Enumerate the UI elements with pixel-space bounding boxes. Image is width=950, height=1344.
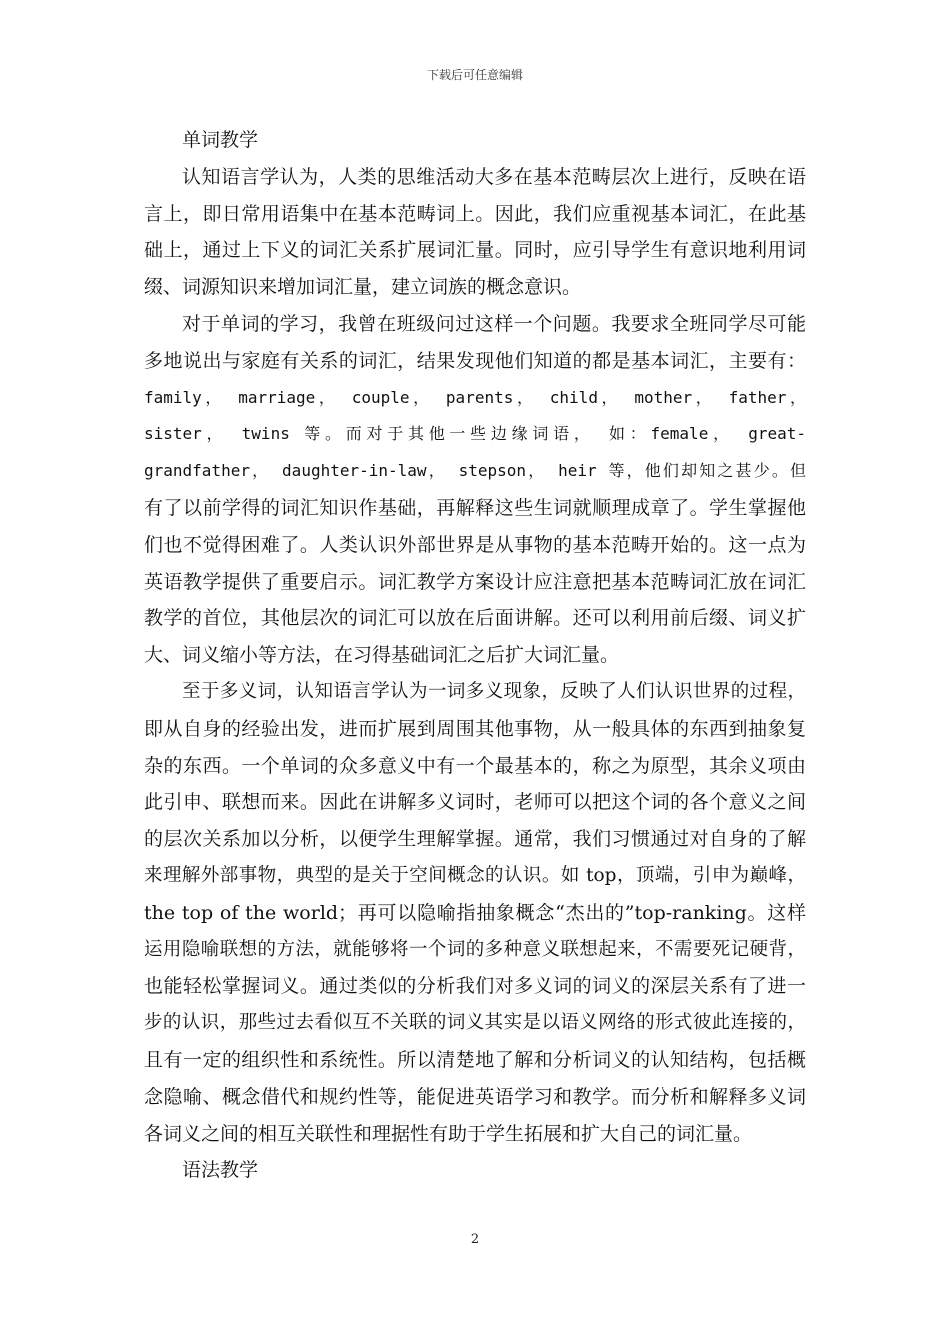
- text-line: 运用隐喻联想的方法，就能够将一个词的多种意义联想起来，不需要死记硬背，: [144, 938, 806, 960]
- page-header: 下载后可任意编辑: [426, 68, 523, 82]
- text-line: 步的认识，那些过去看似互不关联的词义其实是以语义网络的形式彼此连接的，: [144, 1012, 806, 1034]
- text-line: 言上，即日常用语集中在基本范畴词上。因此，我们应重视基本词汇，在此基: [144, 202, 806, 225]
- text-line: 念隐喻、概念借代和规约性等，能促进英语学习和教学。而分析和解释多义词: [144, 1085, 806, 1108]
- paragraph: [144, 159, 806, 306]
- text-line: 各词义之间的相互关联性和理据性有助于学生拓展和扩大自己的词汇量。: [144, 1122, 753, 1145]
- text-line: 即从自身的经验出发，进而扩展到周围其他事物，从一般具体的东西到抽象复: [144, 717, 806, 740]
- text-line: family， marriage， couple， parents， child， mother， father，: [144, 387, 806, 407]
- text-line: 们也不觉得困难了。人类认识外部世界是从事物的基本范畴开始的。这一点为: [144, 533, 806, 556]
- text-line: 认知语言学认为，人类的思维活动大多在基本范畴层次上进行，反映在语: [182, 165, 806, 188]
- text-line: 来理解外部事物，典型的是关于空间概念的认识。如 top，顶端，引申为巅峰，: [144, 864, 806, 886]
- text-line: 对于单词的学习，我曾在班级问过这样一个问题。我要求全班同学尽可能: [182, 312, 806, 335]
- text-line: 此引申、联想而来。因此在讲解多义词时，老师可以把这个词的各个意义之间: [144, 791, 806, 814]
- text-line: 的层次关系加以分析，以便学生理解掌握。通常，我们习惯通过对自身的了解: [144, 828, 806, 851]
- text-line: 础上，通过上下义的词汇关系扩展词汇量。同时，应引导学生有意识地利用词: [144, 239, 806, 262]
- text-line: 也能轻松掌握词义。通过类似的分析我们对多义词的词义的深层关系有了进一: [144, 975, 806, 998]
- paragraph: [144, 306, 806, 674]
- text-line: 英语教学提供了重要启示。词汇教学方案设计应注意把基本范畴词汇放在词汇: [144, 570, 806, 593]
- text-line: 有了以前学得的词汇知识作基础，再解释这些生词就顺理成章了。学生掌握他: [144, 496, 806, 519]
- text-line: 杂的东西。一个单词的众多意义中有一个最基本的，称之为原型，其余义项由: [144, 754, 806, 777]
- document-body: [144, 122, 806, 1189]
- paragraph: [144, 674, 806, 1152]
- section-heading: 单词教学: [182, 129, 259, 151]
- text-line: 缀、词源知识来增加词汇量，建立词族的概念意识。: [144, 276, 582, 299]
- text-line: 至于多义词，认知语言学认为一词多义现象，反映了人们认识世界的过程，: [182, 680, 806, 702]
- text-line: 大、词义缩小等方法，在习得基础词汇之后扩大词汇量。: [144, 644, 620, 667]
- section-heading: 语法教学: [182, 1159, 259, 1182]
- text-line: sister， twins 等。而对于其他一些边缘词语， 如：female， great-: [144, 424, 806, 444]
- text-line: 多地说出与家庭有关系的词汇，结果发现他们知道的都是基本词汇，主要有：: [144, 349, 806, 372]
- text-line: 教学的首位，其他层次的词汇可以放在后面讲解。还可以利用前后缀、词义扩: [144, 607, 806, 630]
- text-line: grandfather， daughter-in-law， stepson， heir 等，他们却知之甚少。但: [144, 461, 806, 481]
- page-number: 2: [470, 1232, 480, 1247]
- text-line: 且有一定的组织性和系统性。所以清楚地了解和分析词义的认知结构，包括概: [144, 1048, 806, 1071]
- text-line: the top of the world；再可以隐喻指抽象概念“杰出的”top-ranking。这样: [144, 901, 806, 924]
